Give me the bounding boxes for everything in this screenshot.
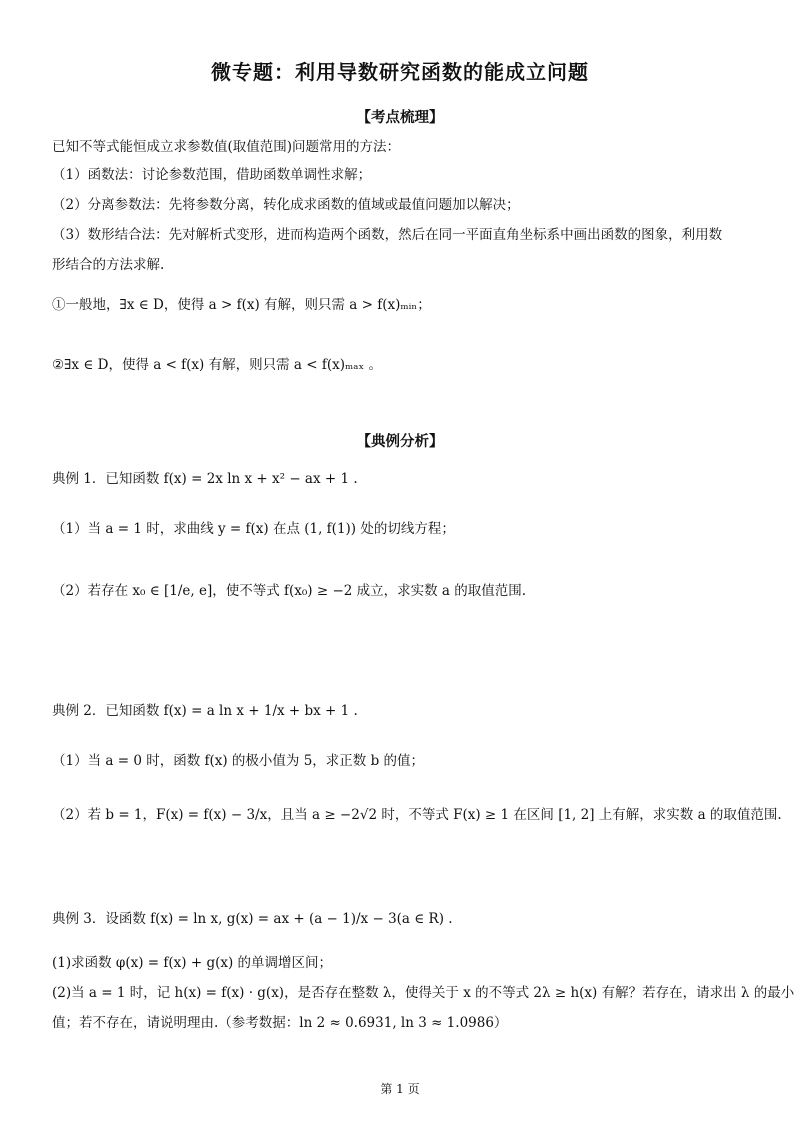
page-title: 微专题：利用导数研究函数的能成立问题 [211, 60, 589, 84]
rule-2: ②∃x ∈ D，使得 a < f(x) 有解，则只需 a < f(x)ₘₐₓ 。 [52, 357, 382, 373]
example-3-stem: 典例 3．设函数 f(x) = ln x, g(x) = ax + (a − 1)/x − 3(a ∈ R) . [52, 911, 453, 927]
example-1-question-1: （1）当 a = 1 时，求曲线 y = f(x) 在点 (1, f(1)) 处的切线方程； [52, 521, 455, 537]
example-1-stem: 典例 1．已知函数 f(x) = 2x ln x + x² − ax + 1 . [52, 471, 358, 487]
section-heading-key-points: 【考点梳理】 [356, 110, 444, 126]
page-number: 第 1 页 [380, 1082, 420, 1096]
example-1-question-2: （2）若存在 x₀ ∈ [1/e, e]，使不等式 f(x₀) ≥ −2 成立，求实数 a 的取值范围. [52, 583, 527, 599]
method-3-continued: 形结合的方法求解. [52, 257, 165, 273]
example-3-question-2-continued: 值；若不存在，请说明理由.（参考数据：ln 2 ≈ 0.6931, ln 3 ≈ 1.0986） [52, 1015, 508, 1031]
section-heading-examples: 【典例分析】 [356, 434, 444, 450]
example-2-question-1: （1）当 a = 0 时，函数 f(x) 的极小值为 5，求正数 b 的值； [52, 753, 425, 769]
intro-text: 已知不等式能恒成立求参数值(取值范围)问题常用的方法： [52, 139, 401, 155]
example-2-question-2: （2）若 b = 1，F(x) = f(x) − 3/x，且当 a ≥ −2√2 时，不等式 F(x) ≥ 1 在区间 [1, 2] 上有解，求实数 a 的取值范围. [52, 807, 782, 823]
example-2-stem: 典例 2．已知函数 f(x) = a ln x + 1/x + bx + 1 . [52, 703, 358, 719]
example-3-question-2: (2)当 a = 1 时，记 h(x) = f(x) · g(x)，是否存在整数 λ，使得关于 x 的不等式 2λ ≥ h(x) 有解？若存在，请求出 λ 的最小 [52, 985, 795, 1001]
method-1: （1）函数法：讨论参数范围，借助函数单调性求解； [52, 167, 372, 183]
rule-1: ①一般地，∃x ∈ D，使得 a > f(x) 有解，则只需 a > f(x)ₘᵢₙ； [52, 297, 431, 313]
method-2: （2）分离参数法：先将参数分离，转化成求函数的值域或最值问题加以解决； [52, 197, 520, 213]
example-3-question-1: (1)求函数 φ(x) = f(x) + g(x) 的单调增区间； [52, 955, 333, 971]
method-3: （3）数形结合法：先对解析式变形，进而构造两个函数，然后在同一平面直角坐标系中画出函数的图象，利用数 [52, 227, 723, 243]
